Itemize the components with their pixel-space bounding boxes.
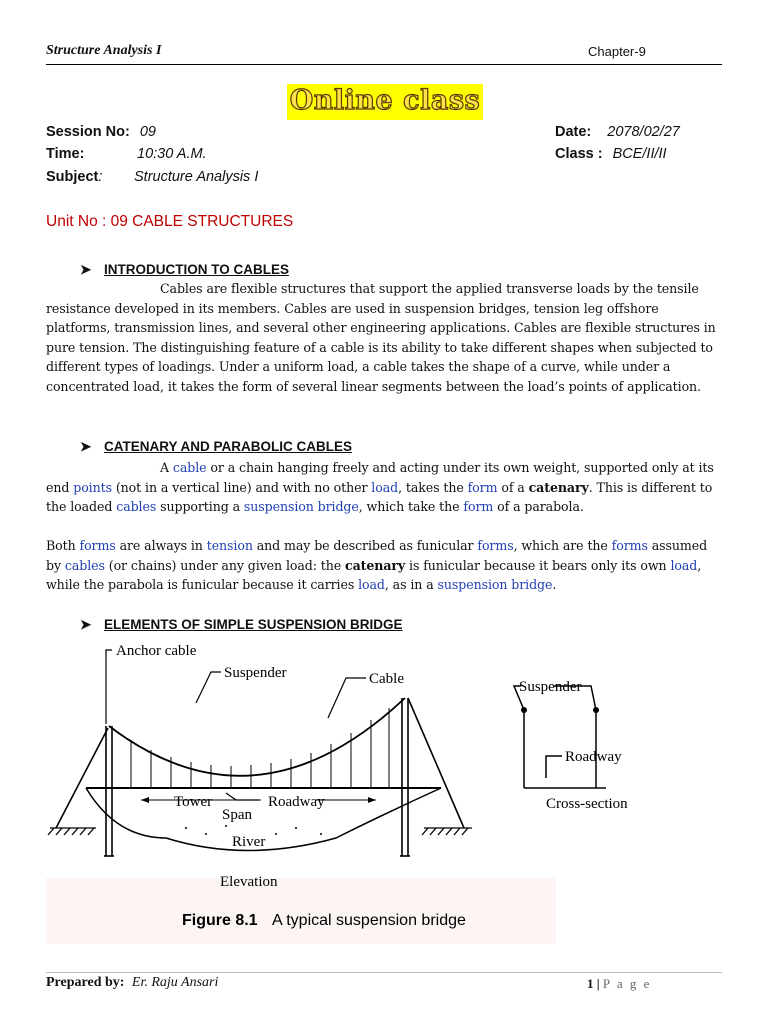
subject-value: Structure Analysis I [134,169,259,185]
term-catenary: catenary [528,479,589,495]
ground-right [422,828,472,835]
header-course: Structure Analysis I [46,43,162,58]
date-label: Date: [555,124,592,140]
main-cable [109,698,405,776]
page-word: P a g e [602,976,652,991]
intro-paragraph [46,279,722,397]
link-forms[interactable]: forms [79,538,116,553]
tower-left [104,726,114,856]
header-divider [46,64,722,65]
suspension-bridge-figure [46,638,628,948]
footer-page [587,976,651,992]
label-span: Span [222,807,252,823]
link-cables[interactable]: cables [64,557,105,573]
author-name: Er. Raju Ansari [131,975,219,990]
link-forms[interactable]: forms [477,538,514,553]
link-form[interactable]: form [463,499,494,515]
section-elements-heading [80,617,403,633]
arrow-bullet-icon: ➤ [80,439,92,454]
time-value: 10:30 A.M. [137,146,207,162]
link-load[interactable]: load [670,557,698,573]
date-row [555,124,680,140]
subject-colon: : [98,169,103,185]
section-elements-title: ELEMENTS OF SIMPLE SUSPENSION BRIDGE [104,617,403,632]
prepared-label: Prepared by: [46,975,125,990]
page-separator: | [596,976,600,991]
label-tower: Tower [174,794,213,810]
link-form[interactable]: form [467,479,498,495]
section-catenary-title: CATENARY AND PARABOLIC CABLES [104,439,353,454]
anchor-cable-right [408,698,464,828]
catenary-paragraph-2: Both forms are always in tension and may be described as funicular forms, which are the forms assumed by cables (or chains) under any given load: the catenary is funicular because it bears only its own load, while the parabola is funicular because it carries load, as in a suspension bridge. [46,538,708,593]
tower-right [400,698,410,856]
section-intro-title: INTRODUCTION TO CABLES [104,262,289,277]
link-points[interactable]: points [73,479,112,495]
label-cable: Cable [369,671,404,687]
suspenders [131,708,389,788]
link-tension[interactable]: tension [206,538,253,553]
link-suspension-bridge[interactable]: suspension bridge [243,499,359,515]
ground-left [48,828,96,835]
date-value: 2078/02/27 [607,124,680,140]
section-catenary-heading [80,439,352,455]
session-label: Session No: [46,124,130,140]
arrow-bullet-icon: ➤ [80,617,92,632]
banner-text: Online class [289,85,481,116]
label-elevation: Elevation [220,874,278,890]
label-roadway: Roadway [268,794,325,810]
time-row [46,146,84,162]
label-anchor-cable: Anchor cable [116,643,197,659]
link-forms[interactable]: forms [611,538,648,553]
class-label: Class : [555,146,603,162]
intro-body: Cables are flexible structures that support the applied transverse loads by the tensile resistance developed in its members. Cables are used in suspension bridges, tension leg offshore platforms, transmission lines, and several other engineering applications. Cables are flexible structures in pure tension. The distinguishing feature of a cable is its ability to take different shapes when subjected to different types of loadings. Under a uniform load, a cable takes the shape of a curve, while under a concentrated load, it takes the form of several linear segments between the load’s points of application. [46,281,716,394]
arrow-bullet-icon: ➤ [80,262,92,277]
class-value: BCE/II/II [612,146,667,162]
session-value: 09 [139,124,156,140]
link-load[interactable]: load [358,577,385,593]
caption-number: Figure 8.1 [182,912,258,929]
header-chapter: Chapter-9 [588,44,646,59]
label-cross-section: Cross-section [546,796,628,812]
subject-row [46,169,102,185]
label-cs-roadway: Roadway [565,749,622,765]
unit-title: Unit No : 09 CABLE STRUCTURES [46,213,294,230]
anchor-cable-left [56,728,108,828]
cross-section-diagram [514,686,606,788]
link-cables[interactable]: cables [116,499,157,515]
session-row [46,124,156,140]
online-class-banner [287,84,483,120]
catenary-paragraph-1: A cable or a chain hanging freely and acting under its own weight, supported only at its end points (not in a vertical line) and with no other load, takes the form of a catenary. This is different to the loaded cables supporting a suspension bridge, which take the form of a parabola. [46,460,714,515]
link-cable[interactable]: cable [172,460,207,475]
label-river: River [232,834,266,850]
label-cs-suspender: Suspender [519,679,582,695]
term-catenary: catenary [345,557,406,573]
time-label: Time: [46,146,85,162]
link-load[interactable]: load [371,479,399,495]
link-suspension-bridge[interactable]: suspension bridge [437,577,553,593]
section-intro-heading [80,262,289,278]
footer-divider [46,972,722,973]
label-suspender: Suspender [224,665,287,681]
class-row [555,146,667,162]
caption-text: A typical suspension bridge [272,912,466,929]
subject-label: Subject [46,169,99,185]
footer-author [46,975,218,991]
page-number: 1 [587,976,594,991]
